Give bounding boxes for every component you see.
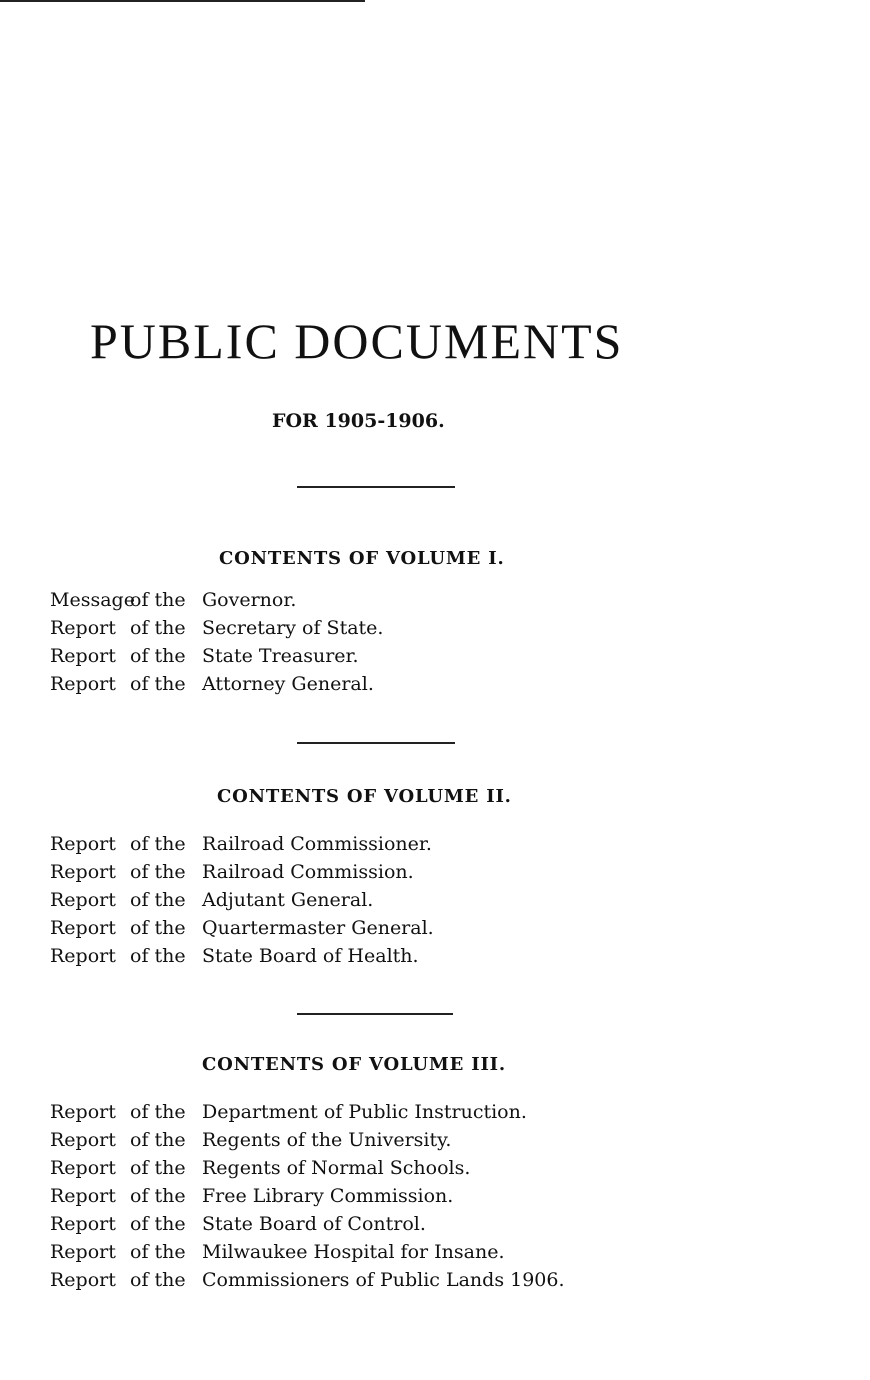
page-subtitle: FOR 1905-1906. bbox=[272, 410, 445, 432]
list-item: Report of the Commissioners of Public Lands 1906. bbox=[50, 1269, 565, 1291]
list-item: Report of the Railroad Commission. bbox=[50, 861, 414, 883]
volume-1-list bbox=[50, 586, 383, 698]
list-item: Report of the Quartermaster General. bbox=[50, 917, 434, 939]
list-item: Report of the Railroad Commissioner. bbox=[50, 833, 432, 855]
top-edge-rule bbox=[0, 0, 365, 2]
list-item: Report of the Milwaukee Hospital for Insane. bbox=[50, 1241, 505, 1263]
volume-3-heading: CONTENTS OF VOLUME III. bbox=[202, 1054, 506, 1075]
page-title: PUBLIC DOCUMENTS bbox=[90, 313, 624, 369]
list-item: Report of the State Board of Health. bbox=[50, 945, 419, 967]
list-item: Report of the Regents of Normal Schools. bbox=[50, 1157, 471, 1179]
divider-rule-1 bbox=[297, 486, 455, 488]
divider-rule-2 bbox=[297, 742, 455, 744]
divider-rule-3 bbox=[297, 1013, 453, 1015]
list-item: Message of the Governor. bbox=[50, 589, 297, 611]
volume-1-heading: CONTENTS OF VOLUME I. bbox=[219, 548, 505, 569]
volume-2-list bbox=[50, 830, 434, 970]
list-item: Report of the Attorney General. bbox=[50, 673, 374, 695]
list-item: Report of the Adjutant General. bbox=[50, 889, 374, 911]
list-item: Report of the Secretary of State. bbox=[50, 617, 384, 639]
volume-2-heading: CONTENTS OF VOLUME II. bbox=[217, 786, 512, 807]
list-item: Report of the State Treasurer. bbox=[50, 645, 359, 667]
list-item: Report of the Regents of the University. bbox=[50, 1129, 452, 1151]
volume-3-list bbox=[50, 1098, 565, 1294]
list-item: Report of the State Board of Control. bbox=[50, 1213, 426, 1235]
list-item: Report of the Free Library Commission. bbox=[50, 1185, 454, 1207]
list-item: Report of the Department of Public Instruction. bbox=[50, 1101, 527, 1123]
